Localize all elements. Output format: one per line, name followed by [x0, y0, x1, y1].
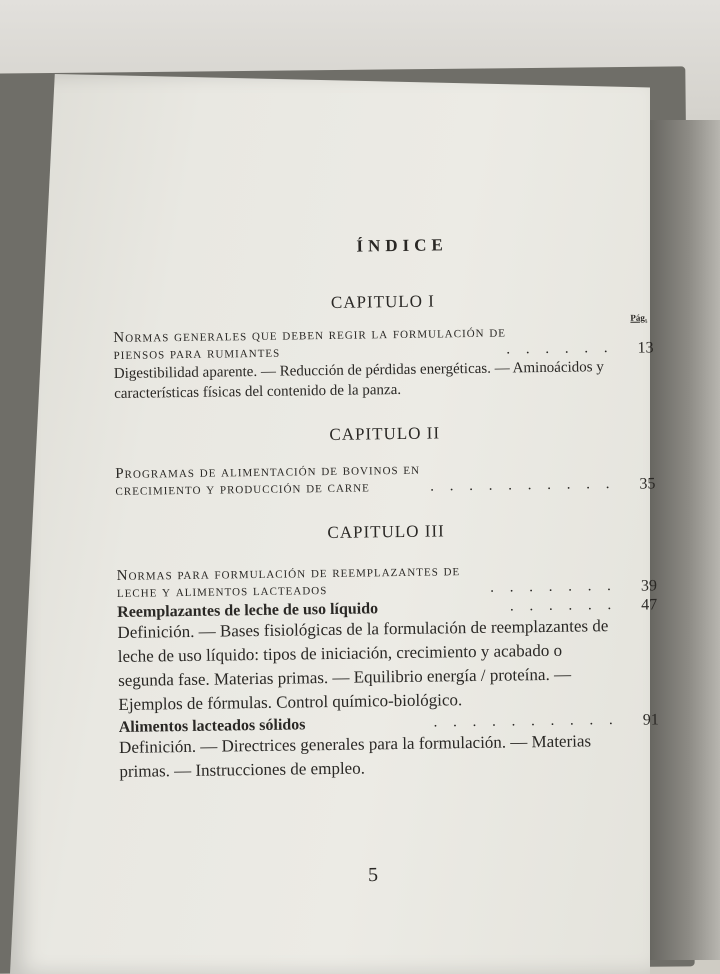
chapter-3-page: 39: [640, 577, 658, 595]
chapter-3-entry: [117, 560, 657, 602]
leader-dots: . . . . . . .: [490, 577, 617, 596]
chapter-1-heading: CAPITULO I: [330, 291, 436, 312]
subsection-1-description: Definición. — Bases fisiológicas de la formulación de reemplazantes de leche de uso líquido: tipos de iniciación, crecimiento y acabado o segunda fase. Materias primas. — Equilibrio energía / proteína. — Ejemplos de fórmulas. Control químico-biológico.: [117, 616, 609, 714]
index-title: ÍNDICE: [356, 235, 448, 256]
chapter-2-heading: CAPITULO II: [329, 423, 441, 444]
chapter-2-page: 35: [639, 475, 656, 493]
subsection-2-page: 91: [642, 711, 659, 729]
chapter-1-page: 13: [637, 339, 654, 357]
index-content: [112, 232, 660, 783]
chapter-3-heading: CAPITULO III: [327, 521, 445, 543]
subsection-2-description: Definición. — Directrices generales para la formulación. — Materias primas. — Instrucciones de empleo.: [118, 731, 592, 781]
chapter-1-description: Digestibilidad aparente. — Reducción de pérdidas energéticas. — Aminoácidos y características físicas del contenido de la panza.: [113, 359, 604, 402]
subsection-1-page: 47: [641, 596, 658, 614]
page-number: 5: [367, 863, 379, 887]
leader-dots: . . . . . . . . . .: [433, 711, 619, 731]
page-column-label: Pág.: [630, 312, 648, 323]
subsection-2-title: Alimentos lacteados sólidos: [118, 716, 306, 736]
leader-dots: . . . . . . . . . .: [430, 475, 616, 495]
chapter-2-entry-text: Programas de alimentación de bovinos en crecimiento y producción de carne: [115, 461, 421, 499]
chapter-3-entry-text: Normas para formulación de reemplazantes de leche y alimentos lacteados: [116, 563, 461, 601]
leader-dots: . . . . . .: [509, 596, 618, 615]
subsection-1-title: Reemplazantes de leche de uso líquido: [117, 600, 379, 621]
leader-dots: . . . . . .: [506, 340, 614, 358]
chapter-1-entry-text: Normas generales que deben regir la formulación de piensos para rumiantes: [113, 324, 507, 363]
